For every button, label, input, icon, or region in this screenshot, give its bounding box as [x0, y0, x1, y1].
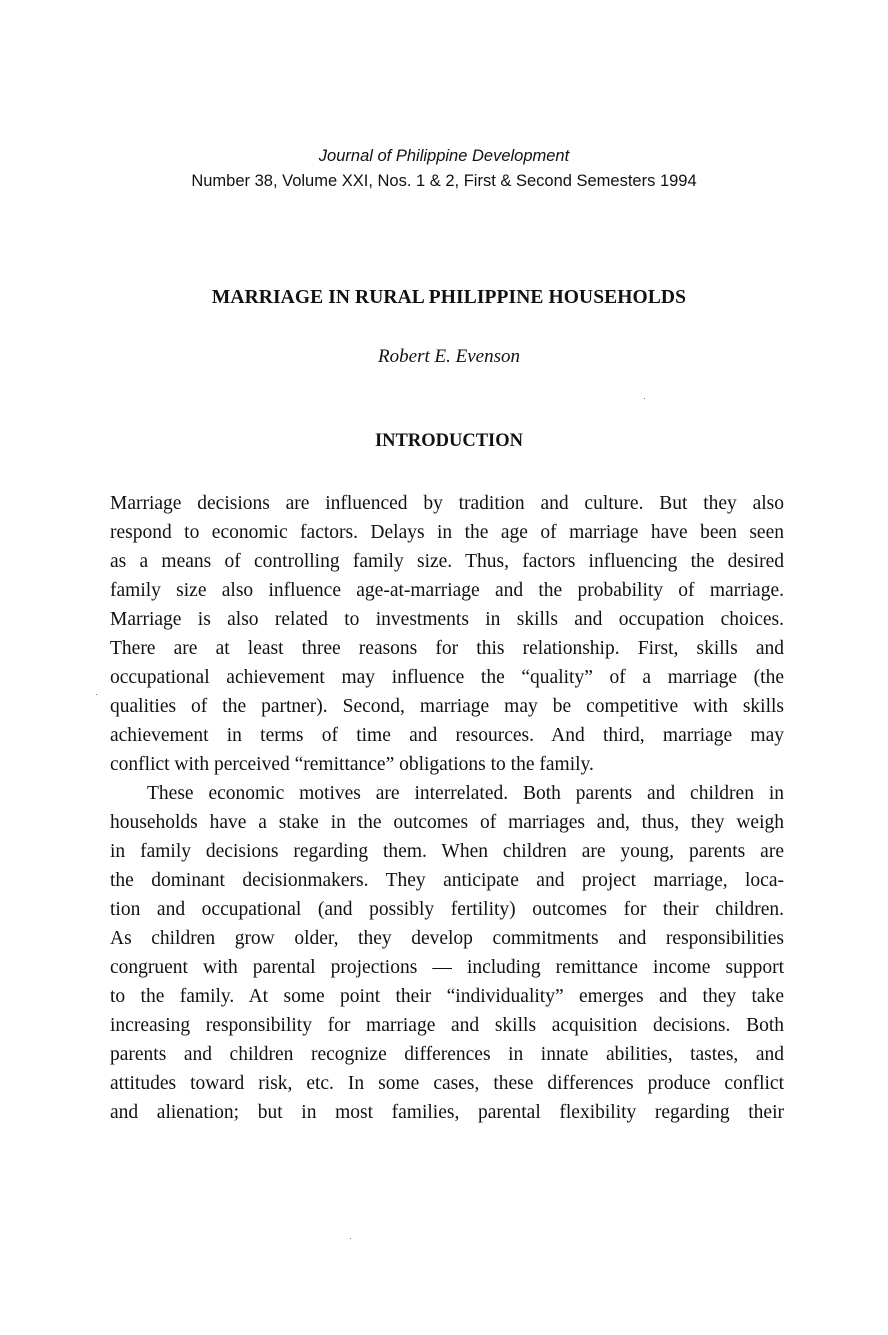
body-line: qualities of the partner). Second, marriage may be competitive with skills — [110, 696, 784, 717]
section-heading: INTRODUCTION — [374, 431, 524, 451]
body-line: conflict with perceived “remittance” obligations to the family. — [110, 754, 594, 775]
body-line: in family decisions regarding them. When children are young, parents are — [110, 841, 784, 862]
journal-header — [0, 144, 888, 194]
body-line: tion and occupational (and possibly fertility) outcomes for their children. — [110, 899, 784, 920]
journal-name: Journal of Philippine Development — [318, 147, 570, 165]
scan-speck — [350, 1238, 351, 1239]
body-line: attitudes toward risk, etc. In some cases, these differences produce conflict — [110, 1073, 784, 1094]
journal-issue: Number 38, Volume XXI, Nos. 1 & 2, First & Second Semesters 1994 — [191, 172, 697, 190]
body-line: occupational achievement may influence the “quality” of a marriage (the — [110, 667, 784, 688]
body-line: parents and children recognize differences in innate abilities, tastes, and — [110, 1044, 784, 1065]
body-line: and alienation; but in most families, parental flexibility regarding their — [110, 1102, 784, 1123]
body-line: as a means of controlling family size. Thus, factors influencing the desired — [110, 551, 784, 572]
body-line: There are at least three reasons for this relationship. First, skills and — [110, 638, 784, 659]
body-line: respond to economic factors. Delays in the age of marriage have been seen — [110, 522, 784, 543]
body-line: achievement in terms of time and resources. And third, marriage may — [110, 725, 784, 746]
body-line: increasing responsibility for marriage and skills acquisition decisions. Both — [110, 1015, 784, 1036]
body-line: family size also influence age-at-marriage and the probability of marriage. — [110, 580, 784, 601]
article-author: Robert E. Evenson — [378, 346, 520, 367]
scan-speck — [644, 398, 645, 399]
body-line: Marriage is also related to investments in skills and occupation choices. — [110, 609, 784, 630]
body-line: As children grow older, they develop commitments and responsibilities — [110, 928, 784, 949]
body-text — [110, 489, 784, 1127]
body-line: the dominant decisionmakers. They anticipate and project marriage, loca- — [110, 870, 784, 891]
scan-speck — [96, 694, 97, 695]
body-line: These economic motives are interrelated. Both parents and children in — [147, 783, 784, 804]
body-line: Marriage decisions are influenced by tradition and culture. But they also — [110, 493, 784, 514]
body-line: to the family. At some point their “individuality” emerges and they take — [110, 986, 784, 1007]
body-line: households have a stake in the outcomes of marriages and, thus, they weigh — [110, 812, 784, 833]
body-line: congruent with parental projections — including remittance income support — [110, 957, 784, 978]
article-title: MARRIAGE IN RURAL PHILIPPINE HOUSEHOLDS — [211, 287, 687, 308]
